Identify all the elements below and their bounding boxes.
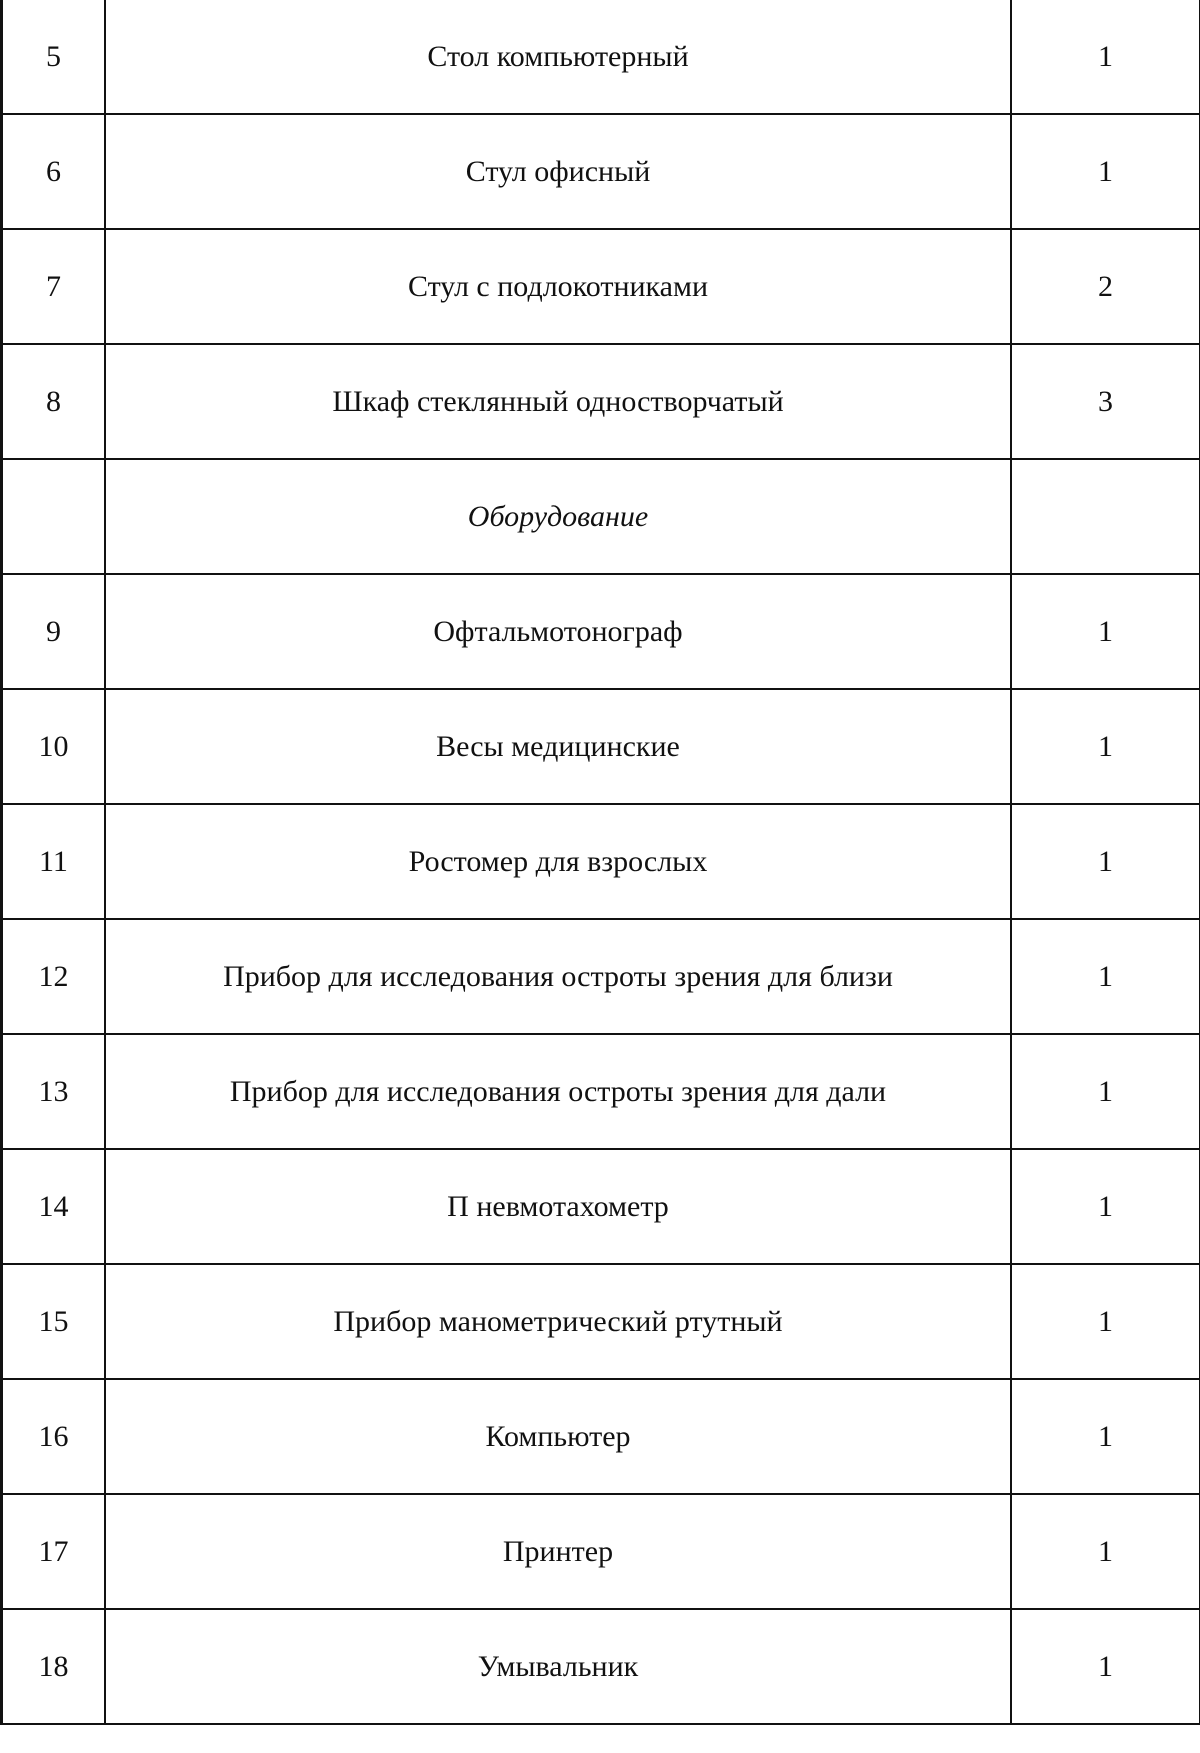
row-number: 5 (2, 0, 106, 114)
item-quantity: 1 (1011, 919, 1200, 1034)
item-name: Стол компьютерный (105, 0, 1011, 114)
item-name: Умывальник (105, 1609, 1011, 1724)
item-quantity: 1 (1011, 1149, 1200, 1264)
row-number: 13 (2, 1034, 106, 1149)
item-quantity: 1 (1011, 1494, 1200, 1609)
table-row (2, 1264, 1200, 1379)
row-number: 7 (2, 229, 106, 344)
item-quantity: 2 (1011, 229, 1200, 344)
item-quantity: 1 (1011, 1609, 1200, 1724)
item-name: Стул с подлокотниками (105, 229, 1011, 344)
item-quantity: 1 (1011, 1264, 1200, 1379)
table-row (2, 1609, 1200, 1724)
row-number: 6 (2, 114, 106, 229)
row-number: 17 (2, 1494, 106, 1609)
row-number: 9 (2, 574, 106, 689)
table-row (2, 574, 1200, 689)
item-quantity: 1 (1011, 804, 1200, 919)
table-row (2, 919, 1200, 1034)
table-row (2, 1149, 1200, 1264)
item-name: Стул офисный (105, 114, 1011, 229)
item-name: Ростомер для взрослых (105, 804, 1011, 919)
item-quantity: 1 (1011, 689, 1200, 804)
table-row (2, 344, 1200, 459)
section-header-row (2, 459, 1200, 574)
item-quantity: 1 (1011, 574, 1200, 689)
item-name: Шкаф стеклянный одностворчатый (105, 344, 1011, 459)
table-row (2, 1034, 1200, 1149)
equipment-table-body (2, 0, 1200, 1724)
item-quantity (1011, 459, 1200, 574)
table-row (2, 0, 1200, 114)
item-quantity: 3 (1011, 344, 1200, 459)
item-name: Компьютер (105, 1379, 1011, 1494)
row-number: 18 (2, 1609, 106, 1724)
item-name: Принтер (105, 1494, 1011, 1609)
item-name: Офтальмотонограф (105, 574, 1011, 689)
item-name: Весы медицинские (105, 689, 1011, 804)
table-row (2, 804, 1200, 919)
item-name: Прибор для исследования остроты зрения для дали (105, 1034, 1011, 1149)
item-quantity: 1 (1011, 114, 1200, 229)
row-number (2, 459, 106, 574)
row-number: 10 (2, 689, 106, 804)
item-name: П невмотахометр (105, 1149, 1011, 1264)
table-row (2, 229, 1200, 344)
item-name: Прибор манометрический ртутный (105, 1264, 1011, 1379)
section-title: Оборудование (105, 459, 1011, 574)
row-number: 15 (2, 1264, 106, 1379)
row-number: 8 (2, 344, 106, 459)
row-number: 14 (2, 1149, 106, 1264)
row-number: 12 (2, 919, 106, 1034)
table-row (2, 689, 1200, 804)
item-quantity: 1 (1011, 1034, 1200, 1149)
table-row (2, 1494, 1200, 1609)
row-number: 11 (2, 804, 106, 919)
table-row (2, 114, 1200, 229)
item-quantity: 1 (1011, 1379, 1200, 1494)
item-quantity: 1 (1011, 0, 1200, 114)
row-number: 16 (2, 1379, 106, 1494)
table-row (2, 1379, 1200, 1494)
item-name: Прибор для исследования остроты зрения для близи (105, 919, 1011, 1034)
